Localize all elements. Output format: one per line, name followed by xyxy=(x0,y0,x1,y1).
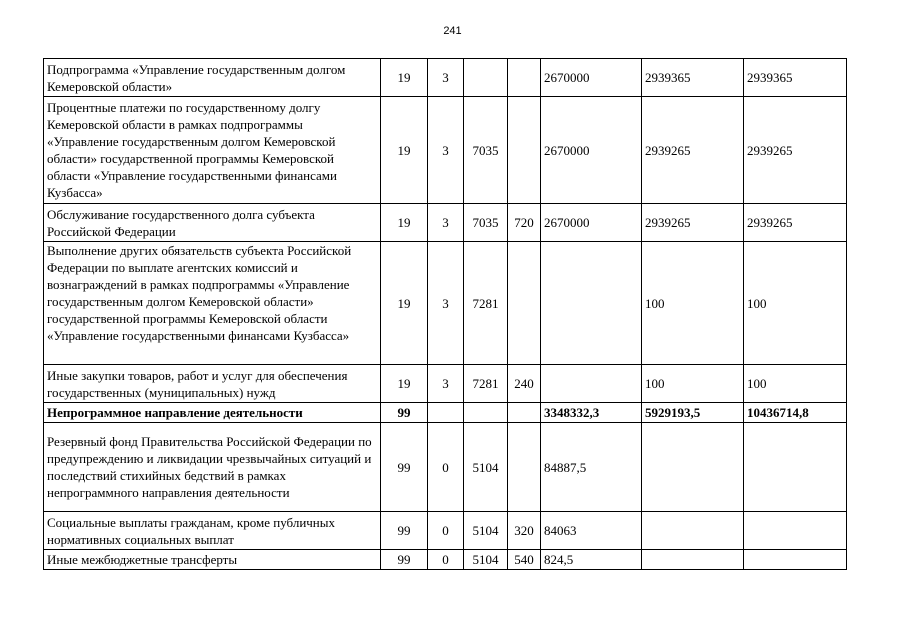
table-row xyxy=(44,423,847,512)
cell-value-3: 100 xyxy=(744,242,847,365)
cell-code-2: 3 xyxy=(428,59,464,97)
cell-code-2: 3 xyxy=(428,365,464,403)
cell-value-2: 100 xyxy=(642,365,744,403)
cell-value-1: 84887,5 xyxy=(541,423,642,512)
cell-code-2: 0 xyxy=(428,423,464,512)
cell-code-1: 99 xyxy=(381,403,428,423)
cell-value-2 xyxy=(642,550,744,570)
table-row xyxy=(44,403,847,423)
cell-code-1: 99 xyxy=(381,550,428,570)
cell-code-3: 7281 xyxy=(464,365,508,403)
cell-code-1: 19 xyxy=(381,365,428,403)
cell-code-4 xyxy=(508,97,541,204)
cell-value-1 xyxy=(541,365,642,403)
cell-value-2: 2939265 xyxy=(642,97,744,204)
row-name: Подпрограмма «Управление государственным долгом Кемеровской области» xyxy=(44,59,381,97)
cell-code-4 xyxy=(508,423,541,512)
row-name: Обслуживание государственного долга субъекта Российской Федерации xyxy=(44,204,381,242)
cell-code-3: 7035 xyxy=(464,204,508,242)
cell-code-4 xyxy=(508,242,541,365)
cell-code-2: 3 xyxy=(428,242,464,365)
cell-value-1: 3348332,3 xyxy=(541,403,642,423)
cell-code-2: 0 xyxy=(428,550,464,570)
page-number: 241 xyxy=(443,25,462,37)
cell-code-2: 3 xyxy=(428,97,464,204)
cell-code-4: 540 xyxy=(508,550,541,570)
table-row xyxy=(44,365,847,403)
cell-value-3: 10436714,8 xyxy=(744,403,847,423)
table-row xyxy=(44,242,847,365)
cell-code-2: 3 xyxy=(428,204,464,242)
row-name: Социальные выплаты гражданам, кроме публичных нормативных социальных выплат xyxy=(44,512,381,550)
cell-value-2: 2939265 xyxy=(642,204,744,242)
cell-code-4: 720 xyxy=(508,204,541,242)
cell-code-4: 320 xyxy=(508,512,541,550)
row-name: Выполнение других обязательств субъекта Российской Федерации по выплате агентских комиссий и вознаграждений в рамках подпрограммы «Управление государственным долгом Кемеровской области» государственной программы Кемеровской области «Управление государственными финансами Кузбасса» xyxy=(44,242,381,365)
table-row xyxy=(44,59,847,97)
cell-code-2: 0 xyxy=(428,512,464,550)
row-name: Иные закупки товаров, работ и услуг для обеспечения государственных (муниципальных) нужд xyxy=(44,365,381,403)
cell-code-1: 19 xyxy=(381,59,428,97)
cell-value-3 xyxy=(744,550,847,570)
table-row xyxy=(44,512,847,550)
cell-code-4 xyxy=(508,403,541,423)
cell-value-2: 5929193,5 xyxy=(642,403,744,423)
cell-code-4 xyxy=(508,59,541,97)
cell-value-3 xyxy=(744,423,847,512)
cell-value-3: 100 xyxy=(744,365,847,403)
cell-code-1: 99 xyxy=(381,512,428,550)
row-name: Иные межбюджетные трансферты xyxy=(44,550,381,570)
cell-value-1: 2670000 xyxy=(541,97,642,204)
cell-code-1: 19 xyxy=(381,204,428,242)
cell-code-3: 5104 xyxy=(464,550,508,570)
cell-value-2: 100 xyxy=(642,242,744,365)
cell-value-1: 84063 xyxy=(541,512,642,550)
cell-code-3: 7035 xyxy=(464,97,508,204)
cell-code-3 xyxy=(464,59,508,97)
cell-code-1: 19 xyxy=(381,97,428,204)
cell-value-1: 824,5 xyxy=(541,550,642,570)
row-name: Непрограммное направление деятельности xyxy=(44,403,381,423)
cell-code-3: 7281 xyxy=(464,242,508,365)
budget-table xyxy=(43,58,847,570)
cell-value-2 xyxy=(642,512,744,550)
cell-code-4: 240 xyxy=(508,365,541,403)
cell-value-3: 2939265 xyxy=(744,204,847,242)
row-name: Резервный фонд Правительства Российской Федерации по предупреждению и ликвидации чрезвычайных ситуаций и последствий стихийных бедствий в рамках непрограммного направления деятельности xyxy=(44,423,381,512)
cell-value-2: 2939365 xyxy=(642,59,744,97)
cell-code-3: 5104 xyxy=(464,423,508,512)
cell-value-2 xyxy=(642,423,744,512)
cell-value-3: 2939365 xyxy=(744,59,847,97)
table-row xyxy=(44,550,847,570)
table-row xyxy=(44,97,847,204)
cell-value-3: 2939265 xyxy=(744,97,847,204)
row-name: Процентные платежи по государственному долгу Кемеровской области в рамках подпрограммы «Управление государственным долгом Кемеровской области» государственной программы Кемеровской области «Управление государственными финансами Кузбасса» xyxy=(44,97,381,204)
cell-code-2 xyxy=(428,403,464,423)
cell-code-1: 99 xyxy=(381,423,428,512)
table-row xyxy=(44,204,847,242)
cell-value-3 xyxy=(744,512,847,550)
cell-value-1 xyxy=(541,242,642,365)
cell-code-3 xyxy=(464,403,508,423)
cell-code-3: 5104 xyxy=(464,512,508,550)
cell-code-1: 19 xyxy=(381,242,428,365)
cell-value-1: 2670000 xyxy=(541,204,642,242)
cell-value-1: 2670000 xyxy=(541,59,642,97)
